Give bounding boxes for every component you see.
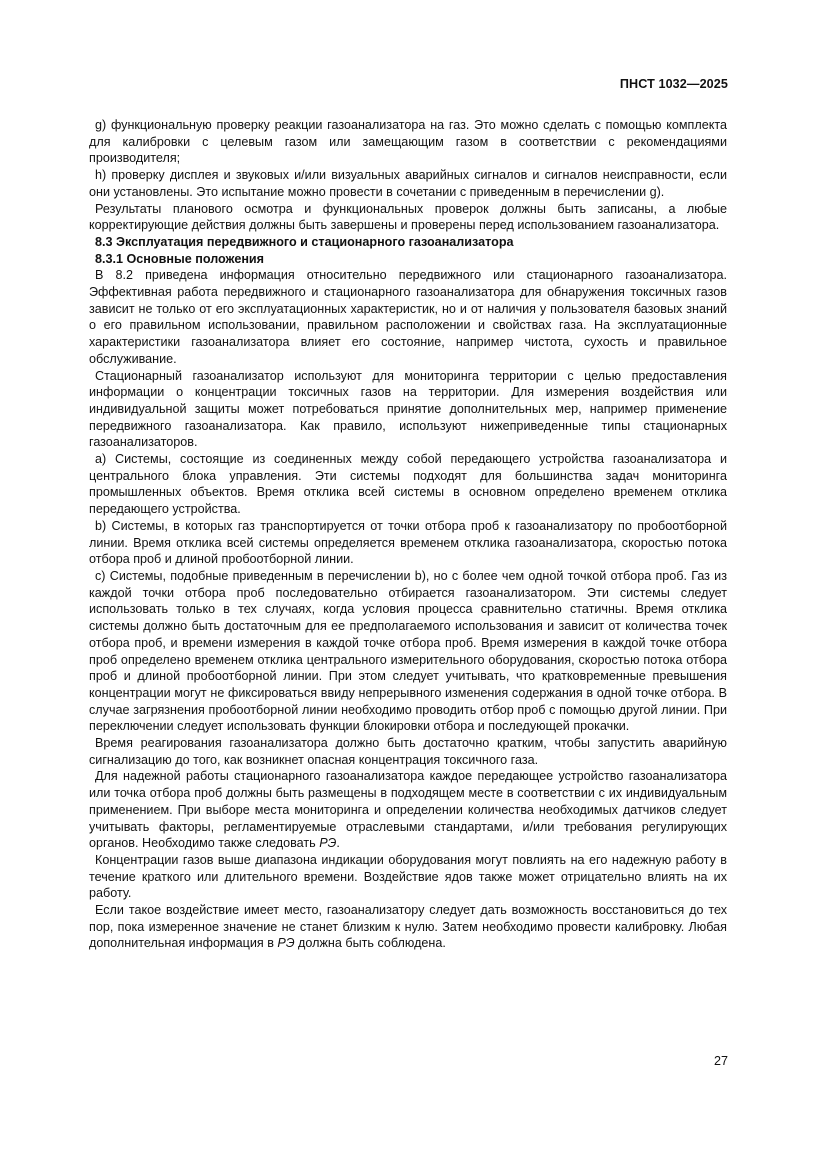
paragraph-stationary: Стационарный газоанализатор используют для мониторинга территории с целью предоставления информации о концентрации токсичных газов на территории. Для измерения воздействия или индивидуальной защиты может потребоваться принятие дополнительных мер, например применение передвижного газоанализатора. Как правило, используют нижеприведенные типы стационарных газоанализаторов. — [89, 368, 727, 450]
paragraph-item-g: g) функциональную проверку реакции газоанализатора на газ. Это можно сделать с помощью комплекта для калибровки с целевым газом или замещающим газом в соответствии с рекомендациями производителя; — [89, 118, 727, 166]
paragraph-response-time: Время реагирования газоанализатора должно быть достаточно кратким, чтобы запустить аварийную сигнализацию до того, как возникнет опасная концентрация токсичного газа. — [89, 736, 727, 767]
document-body — [89, 117, 727, 952]
paragraph-results: Результаты планового осмотра и функциональных проверок должны быть записаны, а любые корректирующие действия должны быть завершены и проверены перед использованием газоанализатора. — [89, 201, 727, 233]
page-number: 27 — [713, 1054, 728, 1068]
subsection-heading-8-3-1: 8.3.1 Основные положения — [95, 251, 265, 266]
paragraph-list-a: a) Системы, состоящие из соединенных между собой передающего устройства газоанализатора и центрального блока управления. Эти системы подходят для большинства задач мониторинга промышленных объектов. Время отклика всей системы в основном определено временем отклика передающего устройства. — [89, 452, 727, 517]
paragraph-recovery — [89, 902, 727, 952]
document-number: ПНСТ 1032—2025 — [619, 77, 728, 91]
paragraph-general: В 8.2 приведена информация относительно передвижного или стационарного газоанализатора. Эффективная работа передвижного и стационарного газоанализатора для обнаружения токсичных газов зависит не только от его эксплуатационных характеристик, но и от наличия у пользователя базовых знаний о его правильном использовании, правильном расположении и свойствах газа. На эксплуатационные характеристики газоанализатора влияет его состояние, например чистота, сухость и правильное обслуживание. — [89, 268, 727, 366]
paragraph-placement-end: . — [336, 836, 340, 851]
paragraph-list-b: b) Системы, в которых газ транспортируется от точки отбора проб к газоанализатору по пробоотборной линии. Время отклика всей системы определяется временем отклика газоанализатора, скоростью потока отбора проб и длиной пробоотборной линии. — [89, 518, 727, 567]
paragraph-recovery-end: должна быть соблюдена. — [294, 936, 446, 951]
paragraph-placement — [89, 768, 727, 852]
paragraph-concentrations: Концентрации газов выше диапазона индикации оборудования могут повлиять на его надежную работу в течение краткого или длительного времени. Воздействие ядов также может отрицательно влиять на их работу. — [89, 852, 727, 901]
paragraph-list-c: c) Системы, подобные приведенным в перечислении b), но с более чем одной точкой отбора проб. Газ из каждой точки отбора проб последовательно отбирается газоанализатором. Эти системы следует использовать только в тех случаях, когда условия процесса сравнительно статичны. Время отклика системы должно быть достаточным для ее предполагаемого использования и зависит от количества точек отбора проб, и времени измерения в каждой точке отбора проб. Время измерения в каждой точке отбора проб определено временем отклика центрального измерительного оборудования, скоростью потока отбора проб и длиной пробоотборной линии. При этом следует учитывать, что кратковременные превышения концентрации могут не фиксироваться ввиду непрерывного изменения содержания в одной точке отбора. В случае загрязнения пробоотборной линии необходимо проводить отбор проб с помощью другой линии. При переключении следует использовать функции блокировки отбора и последующей прокачки. — [89, 568, 727, 734]
section-heading-8-3: 8.3 Эксплуатация передвижного и стационарного газоанализатора — [95, 234, 514, 249]
paragraph-item-h: h) проверку дисплея и звуковых и/или визуальных аварийных сигналов и сигналов неисправности, если они установлены. Это испытание можно провести в сочетании с приведенным в перечислении g). — [89, 168, 727, 199]
paragraph-recovery-text: Если такое воздействие имеет место, газоанализатору следует дать возможность восстановиться до тех пор, пока измеренное значение не станет близким к нулю. Затем необходимо провести калибровку. Любая дополнительная информация в — [89, 903, 727, 951]
manual-reference: РЭ — [319, 836, 337, 851]
paragraph-placement-text: Для надежной работы стационарного газоанализатора каждое передающее устройство газоанализатора или точка отбора проб должны быть размещены в подходящем месте в соответствии с их индивидуальным применением. При выборе места мониторинга и определении количества необходимых датчиков следует учитывать факторы, регламентируемые отраслевыми стандартами, и/или требования регулирующих органов. Необходимо также следовать — [89, 769, 727, 851]
manual-reference: РЭ — [277, 936, 295, 951]
